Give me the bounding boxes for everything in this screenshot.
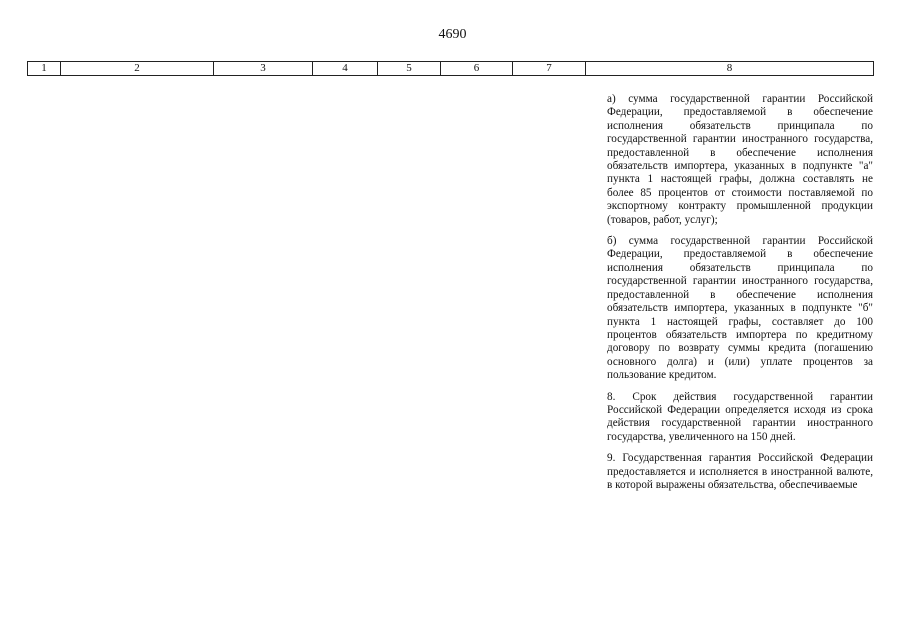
column-number-1: 1 (28, 62, 61, 76)
column-number-3: 3 (214, 62, 313, 76)
column-header-table (27, 61, 874, 76)
column-number-2: 2 (61, 62, 214, 76)
page-number: 4690 (438, 27, 467, 42)
paragraph-9: 9. Государственная гарантия Российской Федерации предоставляется и исполняется в иностранной валюте, в которой выражены обязательства, обеспечиваемые (607, 452, 873, 491)
paragraph-b: б) сумма государственной гарантии Российской Федерации, предоставляемой в обеспечение исполнения обязательств принципала по государственной гарантии иностранного государства, предоставленной в обеспечение исполнения обязательств импортера, указанных в подпункте "б" пункта 1 настоящей графы, составляет до 100 процентов обязательств импортера по кредитному договору по возврату суммы кредита (погашению основного долга) и (или) уплате процентов за пользование кредитом. (607, 235, 873, 382)
paragraph-a: а) сумма государственной гарантии Российской Федерации, предоставляемой в обеспечение исполнения обязательств принципала по государственной гарантии иностранного государства, предоставленной в обеспечение исполнения обязательств импортера, указанных в подпункте "а" пункта 1 настоящей графы, должна составлять не более 85 процентов от стоимости поставляемой по экспортному контракту промышленной продукции (товаров, работ, услуг); (607, 93, 873, 226)
column-number-8: 8 (586, 62, 874, 76)
column-number-5: 5 (378, 62, 441, 76)
column-number-7: 7 (513, 62, 586, 76)
paragraph-8: 8. Срок действия государственной гарантии Российской Федерации определяется исходя из срока действия государственной гарантии иностранного государства, увеличенного на 150 дней. (607, 390, 873, 443)
column-number-6: 6 (441, 62, 513, 76)
column-number-4: 4 (313, 62, 378, 76)
column-8-text (607, 93, 873, 500)
column-header-row (28, 62, 874, 76)
